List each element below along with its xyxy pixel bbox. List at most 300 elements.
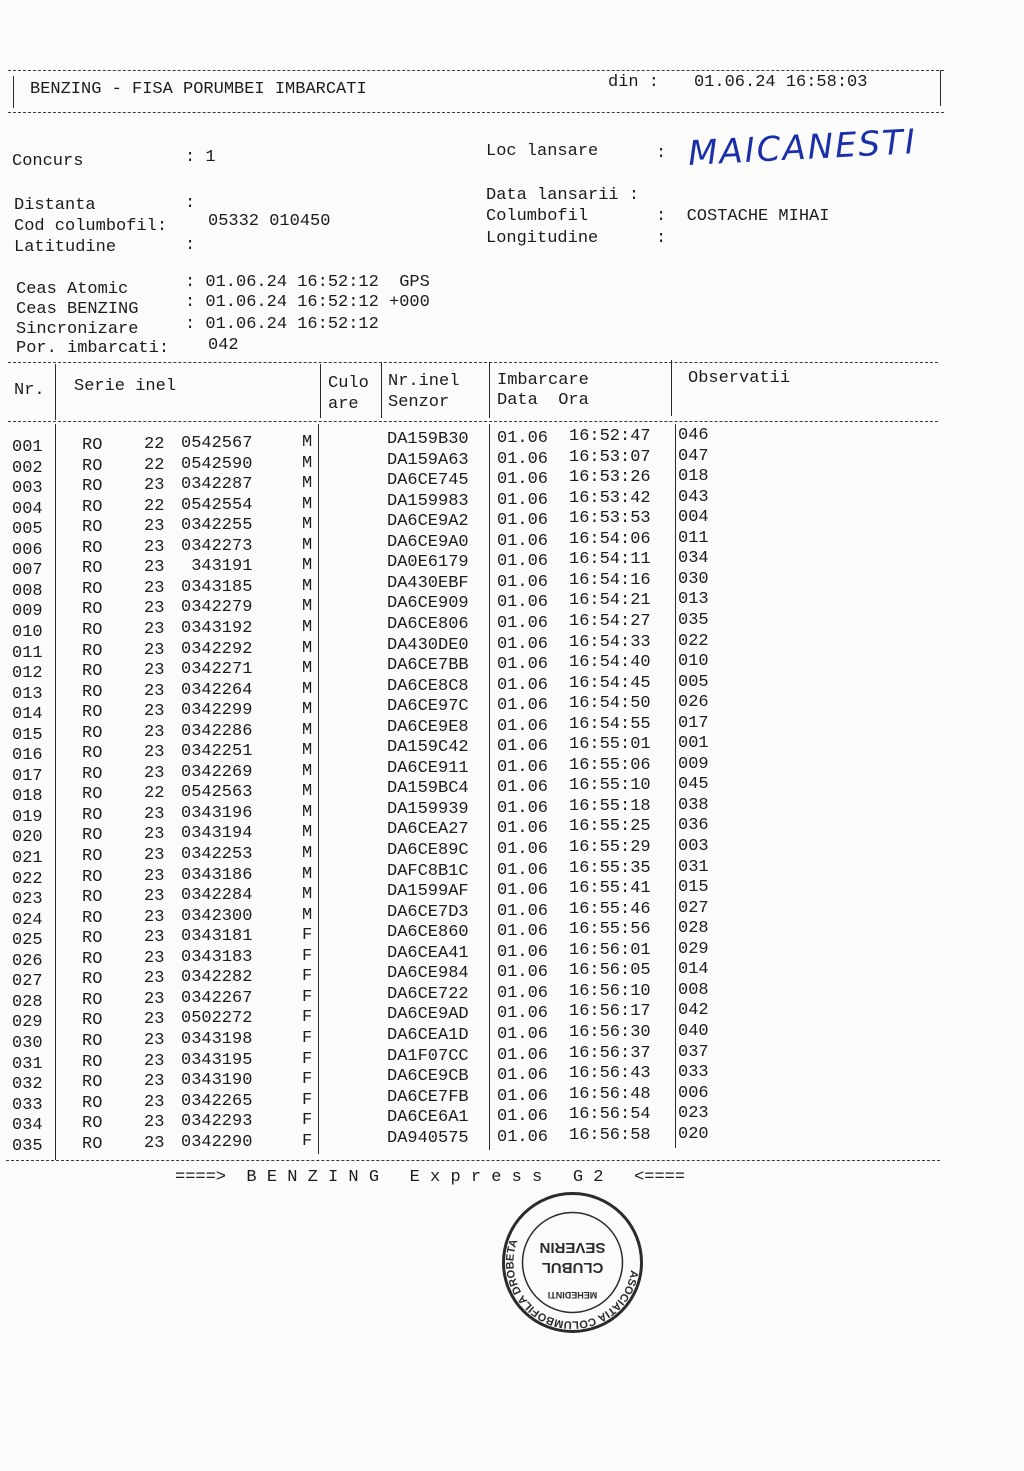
cell-nr: 023 <box>12 890 43 910</box>
cell-senzor: DA940575 <box>387 1128 469 1148</box>
longitudine-label: Longitudine <box>486 229 599 248</box>
cell-nr: 003 <box>12 479 43 499</box>
cell-observatii: 011 <box>678 528 709 548</box>
cell-ora: 16:56:01 <box>569 940 651 960</box>
cell-data: 01.06 <box>497 531 549 551</box>
cell-sex: M <box>302 556 313 576</box>
cell-ora: 16:56:37 <box>569 1043 651 1063</box>
cell-senzor: DA6CE806 <box>387 614 469 634</box>
cell-observatii: 009 <box>678 754 709 774</box>
cell-sex: M <box>302 741 313 761</box>
cell-nr: 015 <box>12 725 43 745</box>
cell-sex: M <box>302 679 313 699</box>
concurs-value: : 1 <box>185 148 216 167</box>
cell-senzor: DA6CE9CB <box>387 1067 469 1087</box>
cell-nr: 033 <box>12 1095 43 1115</box>
cell-nr: 024 <box>12 910 43 930</box>
cell-serie: 0342265 <box>181 1091 253 1111</box>
col-header-data-ora: Data Ora <box>497 391 589 410</box>
cell-ora: 16:56:48 <box>569 1084 651 1104</box>
cell-ora: 16:52:47 <box>569 427 651 446</box>
cell-year: 22 <box>144 455 165 475</box>
cell-data: 01.06 <box>497 840 549 859</box>
cell-data: 01.06 <box>497 798 549 818</box>
cell-serie: 0342293 <box>181 1112 253 1132</box>
loc-lansare-colon: : <box>656 144 667 163</box>
longitudine-value: : <box>656 229 667 248</box>
cell-country: RO <box>82 847 103 866</box>
table-row <box>0 1124 1024 1156</box>
cell-data: 01.06 <box>497 511 549 531</box>
cell-country: RO <box>82 1114 103 1134</box>
cell-sex: M <box>302 638 313 658</box>
cell-year: 23 <box>144 1092 165 1112</box>
cell-year: 23 <box>144 681 165 701</box>
cell-year: 23 <box>144 846 165 865</box>
cell-serie: 0542590 <box>181 454 253 474</box>
report-title: BENZING - FISA PORUMBEI IMBARCATI <box>30 80 367 99</box>
cell-observatii: 040 <box>678 1021 709 1041</box>
cell-nr: 012 <box>12 664 43 684</box>
stamp-outer-text: ASOCIATIA COLUMBOFILA DROBETA <box>504 1237 641 1331</box>
cell-senzor: DA6CE722 <box>387 984 469 1004</box>
cell-serie: 0502272 <box>181 1009 253 1029</box>
cell-serie: 0342267 <box>181 988 253 1008</box>
latitudine-label: Latitudine <box>14 238 117 257</box>
cell-observatii: 045 <box>678 775 709 795</box>
cell-data: 01.06 <box>497 655 549 675</box>
cell-year: 23 <box>144 866 165 886</box>
cell-serie: 0342273 <box>181 536 253 556</box>
cell-ora: 16:54:27 <box>569 611 651 631</box>
cell-ora: 16:53:53 <box>569 509 651 529</box>
cell-observatii: 018 <box>678 467 709 487</box>
cell-country: RO <box>82 456 103 476</box>
cell-senzor: DA6CE909 <box>387 594 469 614</box>
cell-data: 01.06 <box>497 860 549 880</box>
cell-year: 23 <box>144 599 165 619</box>
cell-senzor: DA159A63 <box>387 450 469 470</box>
cell-ora: 16:53:42 <box>569 488 651 508</box>
cell-observatii: 023 <box>678 1104 709 1124</box>
cell-year: 22 <box>144 496 165 516</box>
cell-senzor: DA6CEA1D <box>387 1025 469 1045</box>
cell-year: 22 <box>144 435 165 454</box>
cell-nr: 006 <box>12 540 43 560</box>
cell-ora: 16:56:58 <box>569 1125 651 1145</box>
cell-senzor: DA159939 <box>387 799 469 819</box>
cell-senzor: DAFC8B1C <box>387 861 469 881</box>
cell-country: RO <box>82 990 103 1010</box>
cell-data: 01.06 <box>497 572 549 592</box>
cell-sex: F <box>302 1070 313 1090</box>
cell-data: 01.06 <box>497 942 549 962</box>
cell-serie: 0343198 <box>181 1029 253 1049</box>
stamp-seal <box>500 1190 645 1335</box>
cell-senzor: DA6CE7D3 <box>387 902 469 922</box>
cell-ora: 16:55:01 <box>569 735 651 755</box>
cell-nr: 025 <box>12 931 43 951</box>
cell-country: RO <box>82 641 103 661</box>
cell-sex: M <box>302 535 313 555</box>
cell-serie: 0343181 <box>181 927 253 947</box>
cell-data: 01.06 <box>497 429 549 448</box>
latitudine-value: : <box>185 236 196 255</box>
col-header-senzor: Senzor <box>388 393 450 412</box>
cell-ora: 16:54:21 <box>569 591 651 611</box>
cell-senzor: DA6CE9A0 <box>387 532 469 552</box>
col-header-imbarcare: Imbarcare <box>497 371 589 390</box>
cell-serie: 0343190 <box>181 1071 253 1091</box>
cell-country: RO <box>82 949 103 969</box>
columbofil-value: : COSTACHE MIHAI <box>656 207 830 226</box>
cell-data: 01.06 <box>497 1086 549 1106</box>
cell-country: RO <box>82 826 103 846</box>
cell-ora: 16:54:33 <box>569 632 651 652</box>
cell-observatii: 047 <box>678 446 709 466</box>
cell-observatii: 029 <box>678 939 709 959</box>
cell-observatii: 026 <box>678 693 709 713</box>
stamp-top-text: MEHEDINTI <box>547 1290 598 1300</box>
cell-data: 01.06 <box>497 634 549 654</box>
cell-year: 23 <box>144 619 165 639</box>
cell-country: RO <box>82 1011 103 1031</box>
cell-year: 23 <box>144 969 165 989</box>
cell-ora: 16:54:45 <box>569 673 651 693</box>
cell-sex: F <box>302 1111 313 1131</box>
cell-sex: M <box>302 576 313 596</box>
cell-senzor: DA1F07CC <box>387 1046 469 1066</box>
distanta-label: Distanta <box>14 196 96 215</box>
cell-senzor: DA6CE9A2 <box>387 512 469 532</box>
cell-country: RO <box>82 497 103 517</box>
cell-data: 01.06 <box>497 1107 549 1127</box>
cell-year: 23 <box>144 825 165 845</box>
cell-data: 01.06 <box>497 901 549 921</box>
cell-year: 23 <box>144 661 165 681</box>
cell-data: 01.06 <box>497 696 549 716</box>
cell-senzor: DA6CE911 <box>387 758 469 778</box>
cell-data: 01.06 <box>497 593 549 613</box>
cell-observatii: 022 <box>678 631 709 651</box>
cell-serie: 0542567 <box>181 434 253 453</box>
cell-sex: F <box>302 1131 313 1151</box>
cell-nr: 002 <box>12 458 43 478</box>
cell-country: RO <box>82 600 103 620</box>
cell-ora: 16:55:41 <box>569 879 651 899</box>
cell-sex: F <box>302 926 313 946</box>
cell-year: 23 <box>144 476 165 496</box>
cell-sex: F <box>302 1008 313 1028</box>
cell-data: 01.06 <box>497 819 549 839</box>
cell-observatii: 043 <box>678 487 709 507</box>
cell-senzor: DA6CE7BB <box>387 656 469 676</box>
cell-serie: 0342251 <box>181 742 253 762</box>
cell-ora: 16:55:46 <box>569 899 651 919</box>
cell-observatii: 027 <box>678 898 709 918</box>
cell-nr: 017 <box>12 766 43 786</box>
cell-nr: 009 <box>12 602 43 622</box>
cell-sex: M <box>302 802 313 822</box>
col-header-observatii: Observatii <box>688 369 791 388</box>
porumbei-imbarcati-label: Por. imbarcati: <box>16 339 170 358</box>
cell-observatii: 017 <box>678 713 709 733</box>
stamp-line2: SEVERIN <box>539 1239 606 1256</box>
cell-country: RO <box>82 1134 103 1154</box>
cell-serie: 0342284 <box>181 886 253 906</box>
cell-data: 01.06 <box>497 613 549 633</box>
cell-year: 23 <box>144 1072 165 1092</box>
cell-data: 01.06 <box>497 757 549 777</box>
cell-observatii: 034 <box>678 549 709 569</box>
cell-senzor: DA430EBF <box>387 573 469 593</box>
cell-country: RO <box>82 867 103 887</box>
cell-ora: 16:54:06 <box>569 529 651 549</box>
col-header-culo: Culo <box>328 374 369 393</box>
cell-observatii: 010 <box>678 652 709 672</box>
cell-country: RO <box>82 929 103 949</box>
cell-serie: 0343196 <box>181 803 253 823</box>
cell-sex: M <box>302 864 313 884</box>
cell-ora: 16:56:05 <box>569 961 651 981</box>
cell-ora: 16:54:11 <box>569 550 651 570</box>
cell-serie: 0342286 <box>181 721 253 741</box>
cell-sex: M <box>302 453 313 473</box>
cell-nr: 004 <box>12 499 43 519</box>
cell-observatii: 005 <box>678 672 709 692</box>
cell-ora: 16:53:07 <box>569 447 651 467</box>
cell-sex: M <box>302 494 313 514</box>
porumbei-imbarcati-value: 042 <box>208 336 239 355</box>
cell-nr: 034 <box>12 1116 43 1136</box>
cell-data: 01.06 <box>497 881 549 901</box>
cell-serie: 0343192 <box>181 618 253 638</box>
cell-sex: M <box>302 433 313 452</box>
cell-senzor: DA6CE860 <box>387 923 469 943</box>
cell-sex: M <box>302 782 313 802</box>
cell-country: RO <box>82 436 103 455</box>
ceas-benzing-label: Ceas BENZING <box>16 300 139 319</box>
cell-year: 23 <box>144 743 165 763</box>
cell-data: 01.06 <box>497 1004 549 1024</box>
col-header-are: are <box>328 395 359 414</box>
cell-data: 01.06 <box>497 1024 549 1044</box>
cell-nr: 031 <box>12 1054 43 1074</box>
cell-year: 23 <box>144 1030 165 1050</box>
col-header-nr: Nr. <box>14 381 45 400</box>
cell-senzor: DA6CE6A1 <box>387 1108 469 1128</box>
concurs-label: Concurs <box>12 152 84 171</box>
cell-year: 22 <box>144 784 165 804</box>
cell-senzor: DA159C42 <box>387 738 469 758</box>
cell-nr: 022 <box>12 869 43 889</box>
cell-data: 01.06 <box>497 675 549 695</box>
cell-ora: 16:55:25 <box>569 817 651 837</box>
cell-serie: 0342264 <box>181 680 253 700</box>
ceas-atomic-value: : 01.06.24 16:52:12 GPS <box>185 273 430 292</box>
cell-year: 23 <box>144 989 165 1009</box>
columbofil-label: Columbofil <box>486 207 589 226</box>
cell-ora: 16:55:56 <box>569 920 651 940</box>
cell-serie: 0542563 <box>181 783 253 803</box>
cell-nr: 010 <box>12 622 43 642</box>
cell-observatii: 035 <box>678 610 709 630</box>
cell-country: RO <box>82 785 103 805</box>
table-bottom-border <box>6 1160 940 1161</box>
cell-observatii: 013 <box>678 590 709 610</box>
cell-senzor: DA159983 <box>387 491 469 511</box>
cell-nr: 030 <box>12 1033 43 1053</box>
cell-senzor: DA6CEA27 <box>387 820 469 840</box>
data-lansarii-label: Data lansarii : <box>486 186 640 205</box>
cell-ora: 16:55:18 <box>569 796 651 816</box>
col-header-serie-inel: Serie inel <box>74 377 177 396</box>
cell-country: RO <box>82 723 103 743</box>
cell-sex: M <box>302 617 313 637</box>
cell-sex: M <box>302 700 313 720</box>
cell-serie: 0542554 <box>181 495 253 515</box>
report-date-value: 01.06.24 16:58:03 <box>694 73 868 92</box>
cell-data: 01.06 <box>497 778 549 798</box>
cell-ora: 16:55:29 <box>569 838 651 857</box>
ceas-benzing-value: : 01.06.24 16:52:12 +000 <box>185 293 430 312</box>
cell-observatii: 008 <box>678 980 709 1000</box>
cod-columbofil-value: 05332 010450 <box>208 212 331 231</box>
cell-senzor: DA6CE9E8 <box>387 717 469 737</box>
cell-senzor: DA6CE97C <box>387 697 469 717</box>
cell-senzor: DA6CE8C8 <box>387 676 469 696</box>
cell-ora: 16:54:50 <box>569 694 651 714</box>
cod-columbofil-label: Cod columbofil: <box>14 217 168 236</box>
cell-country: RO <box>82 477 103 497</box>
cell-serie: 0342292 <box>181 639 253 659</box>
cell-data: 01.06 <box>497 470 549 490</box>
cell-data: 01.06 <box>497 922 549 942</box>
cell-observatii: 042 <box>678 1001 709 1021</box>
cell-serie: 0342290 <box>181 1132 253 1152</box>
cell-ora: 16:53:26 <box>569 468 651 488</box>
cell-ora: 16:55:10 <box>569 776 651 796</box>
cell-country: RO <box>82 888 103 908</box>
cell-nr: 028 <box>12 992 43 1012</box>
cell-year: 23 <box>144 517 165 537</box>
cell-country: RO <box>82 682 103 702</box>
cell-year: 23 <box>144 763 165 783</box>
cell-year: 23 <box>144 1010 165 1030</box>
cell-data: 01.06 <box>497 449 549 469</box>
cell-nr: 026 <box>12 951 43 971</box>
cell-observatii: 028 <box>678 919 709 939</box>
cell-year: 23 <box>144 1113 165 1133</box>
club-stamp <box>500 1190 645 1335</box>
cell-data: 01.06 <box>497 983 549 1003</box>
cell-country: RO <box>82 908 103 928</box>
cell-serie: 0342253 <box>181 845 253 864</box>
cell-sex: F <box>302 967 313 987</box>
cell-senzor: DA6CE984 <box>387 964 469 984</box>
cell-serie: 0342269 <box>181 762 253 782</box>
cell-sex: M <box>302 885 313 905</box>
cell-sex: F <box>302 1028 313 1048</box>
cell-year: 23 <box>144 578 165 598</box>
cell-nr: 021 <box>12 849 43 868</box>
cell-country: RO <box>82 518 103 538</box>
cell-senzor: DA1599AF <box>387 882 469 902</box>
cell-serie: 343191 <box>181 557 253 577</box>
cell-sex: M <box>302 844 313 863</box>
cell-country: RO <box>82 1031 103 1051</box>
cell-year: 23 <box>144 558 165 578</box>
cell-year: 23 <box>144 722 165 742</box>
cell-serie: 0342279 <box>181 598 253 618</box>
cell-nr: 018 <box>12 787 43 807</box>
cell-ora: 16:56:30 <box>569 1022 651 1042</box>
cell-year: 23 <box>144 702 165 722</box>
cell-data: 01.06 <box>497 1045 549 1065</box>
cell-ora: 16:54:16 <box>569 570 651 590</box>
cell-observatii: 020 <box>678 1124 709 1144</box>
cell-nr: 008 <box>12 581 43 601</box>
cell-sex: F <box>302 1090 313 1110</box>
cell-country: RO <box>82 764 103 784</box>
cell-observatii: 033 <box>678 1063 709 1083</box>
cell-sex: M <box>302 823 313 843</box>
cell-nr: 014 <box>12 705 43 725</box>
cell-sex: M <box>302 474 313 494</box>
cell-senzor: DA6CE89C <box>387 841 469 860</box>
cell-nr: 007 <box>12 561 43 581</box>
cell-senzor: DA6CEA41 <box>387 943 469 963</box>
cell-nr: 020 <box>12 828 43 848</box>
cell-country: RO <box>82 620 103 640</box>
cell-country: RO <box>82 1093 103 1113</box>
cell-senzor: DA159B30 <box>387 430 469 449</box>
cell-sex: F <box>302 987 313 1007</box>
footer-brand: ====> B E N Z I N G E x p r e s s G 2 <==== <box>175 1168 686 1187</box>
cell-year: 23 <box>144 537 165 557</box>
cell-sex: F <box>302 946 313 966</box>
cell-sex: M <box>302 515 313 535</box>
cell-ora: 16:54:55 <box>569 714 651 734</box>
cell-nr: 019 <box>12 807 43 827</box>
distanta-value: : <box>185 194 196 213</box>
cell-nr: 011 <box>12 643 43 663</box>
cell-senzor: DA6CE745 <box>387 471 469 491</box>
cell-ora: 16:56:10 <box>569 981 651 1001</box>
cell-observatii: 001 <box>678 734 709 754</box>
cell-data: 01.06 <box>497 1066 549 1086</box>
cell-senzor: DA159BC4 <box>387 779 469 799</box>
col-header-nr-inel: Nr.inel <box>388 372 460 391</box>
cell-serie: 0342282 <box>181 968 253 988</box>
cell-serie: 0343195 <box>181 1050 253 1070</box>
sincronizare-label: Sincronizare <box>16 320 139 339</box>
cell-sex: M <box>302 761 313 781</box>
cell-data: 01.06 <box>497 963 549 983</box>
cell-serie: 0343194 <box>181 824 253 844</box>
cell-serie: 0342299 <box>181 701 253 721</box>
cell-data: 01.06 <box>497 552 549 572</box>
cell-sex: M <box>302 905 313 925</box>
cell-ora: 16:56:17 <box>569 1002 651 1022</box>
ceas-atomic-label: Ceas Atomic <box>16 280 129 299</box>
loc-lansare-handwritten: MAICANESTI <box>687 122 918 174</box>
cell-serie: 0342300 <box>181 906 253 926</box>
sincronizare-value: : 01.06.24 16:52:12 <box>185 315 379 334</box>
report-date-label: din : <box>608 73 660 92</box>
cell-serie: 0343183 <box>181 947 253 967</box>
cell-country: RO <box>82 538 103 558</box>
